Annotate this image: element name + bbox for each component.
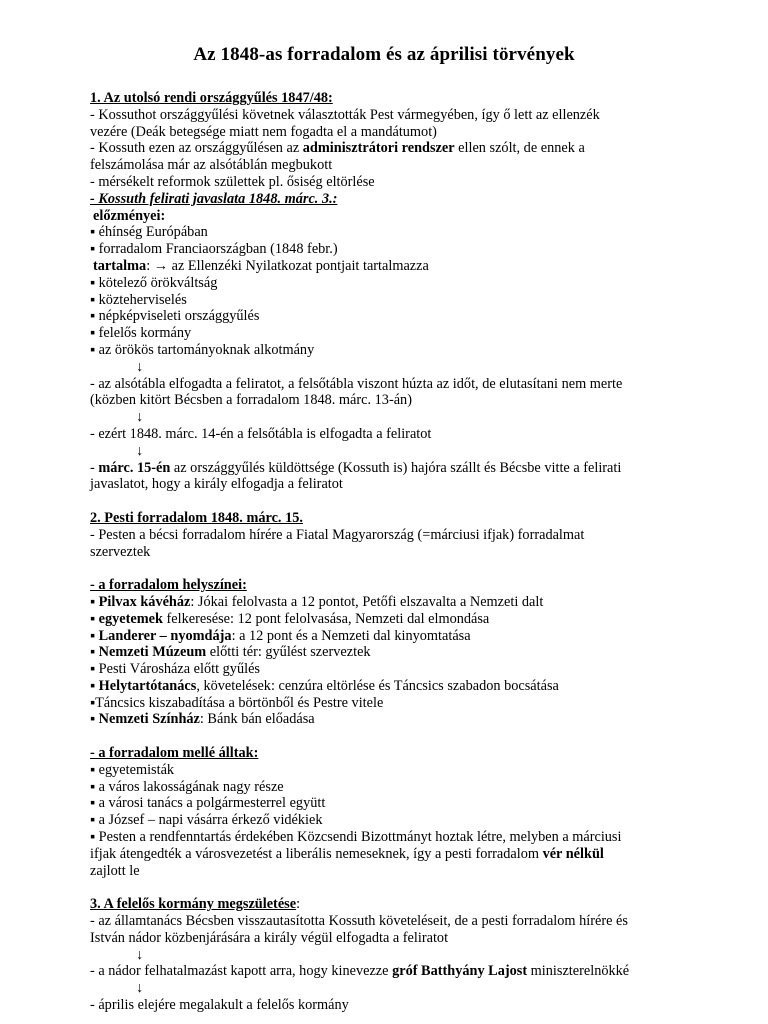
subsection-heading: - a forradalom helyszínei: [90,577,247,594]
bullet-item: ▪ Pesten a rendfenntartás érdekében Közcsendi Bizottmányt hoztak létre, melyben a márciusi [90,829,622,846]
document-body [90,90,680,1014]
text-line: felszámolása már az alsótáblán megbukott [90,157,333,174]
text-line: vezére (Deák betegsége miatt nem fogadta el a mandátumot) [90,123,437,140]
bullet-item: ▪ Helytartótanács, követelések: cenzúra eltörlése és Táncsics szabadon bocsátása [90,677,559,694]
bullet-item: ▪ Landerer – nyomdája: a 12 pont és a Nemzeti dal kinyomtatása [90,627,471,644]
section-1-heading: 1. Az utolsó rendi országgyűlés 1847/48: [90,90,333,106]
text-line: zajlott le [90,862,140,879]
bullet-item: ▪ éhínség Európában [90,224,208,241]
bullet-item: ▪ egyetemek felkeresése: 12 pont felolvasása, Nemzeti dal elmondása [90,610,490,627]
page-title: Az 1848-as forradalom és az áprilisi törvények [193,44,575,65]
spacer [90,879,680,896]
down-arrow-icon: ↓ [136,946,144,963]
bullet-item: ▪ Nemzeti Színház: Bánk bán előadása [90,711,315,728]
text-line: - az alsótábla elfogadta a feliratot, a felsőtábla viszont húzta az időt, de elutasítani nem merte [90,375,623,392]
bullet-item: ▪ Pesti Városháza előtt gyűlés [90,661,260,678]
bullet-item: ▪ Pilvax kávéház: Jókai felolvasta a 12 pontot, Petőfi elszavalta a Nemzeti dalt [90,593,544,610]
section-3-heading: 3. A felelős kormány megszületése: [90,896,301,913]
spacer [90,560,680,577]
spacer [90,493,680,510]
text-line: ifjak átengedték a városvezetést a liberális nemeseknek, így a pesti forradalom vér nélkül [90,845,604,862]
bullet-item: ▪ a városi tanács a polgármesterrel együtt [90,795,326,812]
section-2-heading: 2. Pesti forradalom 1848. márc. 15. [90,509,303,526]
text-line: - Kossuthot országgyűlési követnek választották Pest vármegyében, így ő lett az ellenzék [90,106,600,123]
bullet-item: ▪ kötelező örökváltság [90,274,218,291]
subsection-heading: - Kossuth felirati javaslata 1848. márc. 3.: [90,190,338,207]
bullet-item: ▪ népképviseleti országgyűlés [90,308,260,325]
bullet-item: ▪ forradalom Franciaországban (1848 febr.) [90,241,338,258]
text-line: - április elejére megalakult a felelős kormány [90,997,349,1014]
bullet-item: ▪Táncsics kiszabadítása a börtönből és Pestre vitele [90,694,384,711]
text-line: javaslatot, hogy a király elfogadja a feliratot [90,476,343,493]
label-elozmenyei: előzményei: [93,207,166,224]
text-line: - Kossuth ezen az országgyűlésen az adminisztrátori rendszer ellen szólt, de ennek a [90,140,585,157]
text-line: - az államtanács Bécsben visszautasította Kossuth követeléseit, de a pesti forradalom hírére és [90,913,628,930]
bullet-item: ▪ közteherviselés [90,291,187,308]
bullet-item: ▪ az örökös tartományoknak alkotmány [90,341,315,358]
bullet-item: ▪ felelős kormány [90,325,192,342]
text-line: - ezért 1848. márc. 14-én a felsőtábla is elfogadta a feliratot [90,425,432,442]
text-line: - Pesten a bécsi forradalom hírére a Fiatal Magyarország (=márciusi ifjak) forradalmat [90,526,585,543]
label-tartalma: tartalma: → az Ellenzéki Nyilatkozat pontjait tartalmazza [93,257,429,274]
text-line: - a nádor felhatalmazást kapott arra, hogy kinevezze gróf Batthyány Lajost miniszterelnökké [90,963,630,980]
down-arrow-icon: ↓ [136,980,144,997]
text-line: - mérsékelt reformok születtek pl. ősiség eltörlése [90,173,375,190]
text-line: - márc. 15-én az országgyűlés küldöttsége (Kossuth is) hajóra szállt és Bécsbe vitte a felirati [90,459,622,476]
subsection-heading: - a forradalom mellé álltak: [90,745,259,762]
bullet-item: ▪ a város lakosságának nagy része [90,778,284,795]
bullet-item: ▪ egyetemisták [90,761,175,778]
bullet-item: ▪ a József – napi vásárra érkező vidékiek [90,812,323,829]
down-arrow-icon: ↓ [136,358,144,375]
text-line: István nádor közbenjárására a király végül elfogadta a feliratot [90,929,449,946]
text-line: szerveztek [90,543,151,560]
down-arrow-icon: ↓ [136,409,144,426]
bullet-item: ▪ Nemzeti Múzeum előtti tér: gyűlést szerveztek [90,644,371,661]
spacer [90,728,680,745]
text-line: (közben kitört Bécsben a forradalom 1848. márc. 13-án) [90,392,412,409]
down-arrow-icon: ↓ [136,442,144,459]
